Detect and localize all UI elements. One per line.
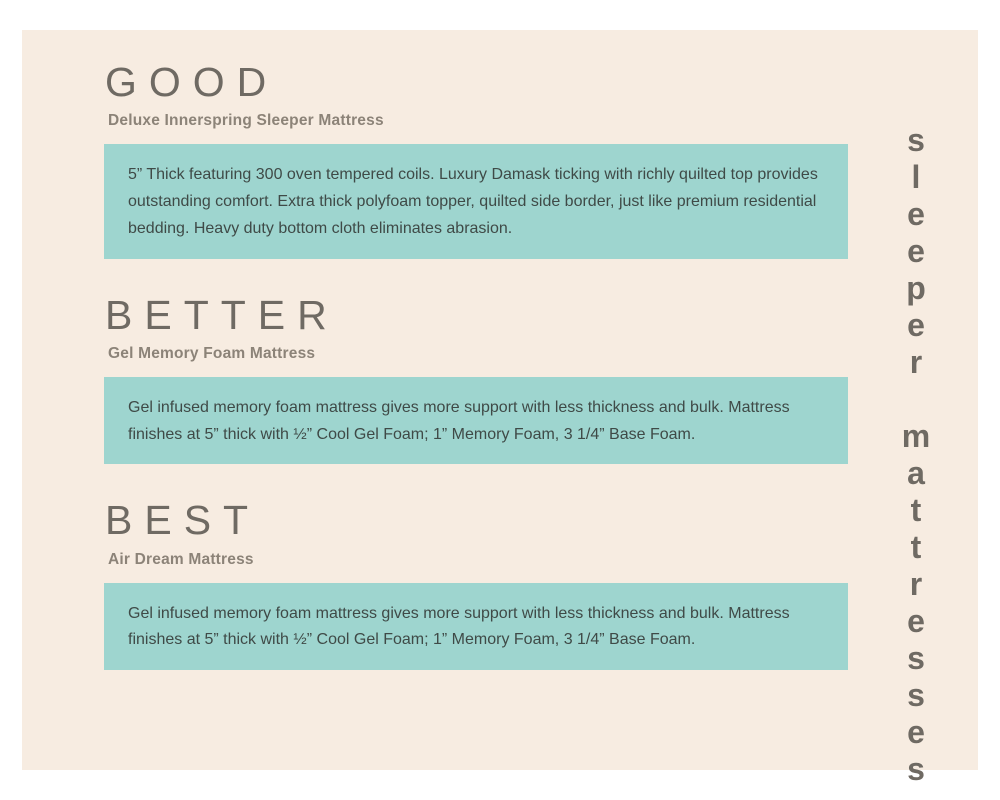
tier-better-description: Gel infused memory foam mattress gives more support with less thickness and bulk. Mattress finishes at 5” thick with ½” Cool Gel Foam; 1” Memory Foam, 3 1/4” Base Foam.: [128, 398, 790, 443]
tier-best: [104, 496, 864, 670]
tier-good: [104, 58, 864, 259]
tier-good-subtitle: Deluxe Innerspring Sleeper Mattress: [108, 112, 384, 130]
tier-good-description: 5” Thick featuring 300 oven tempered coils. Luxury Damask ticking with richly quilted top provides outstanding comfort. Extra thick polyfoam topper, quilted side border, just like premium residential bedding. Heavy duty bottom cloth eliminates abrasion.: [128, 166, 818, 237]
tier-best-title: BEST: [105, 497, 261, 544]
side-label: sleeper mattresses: [898, 122, 934, 788]
tier-good-description-box: [104, 144, 848, 258]
tier-best-subtitle: Air Dream Mattress: [108, 550, 254, 568]
tier-better-subtitle: Gel Memory Foam Mattress: [108, 344, 316, 362]
tier-better-description-box: [104, 377, 848, 464]
document-page: [22, 30, 978, 788]
tier-good-title: GOOD: [105, 59, 279, 105]
tier-best-description-box: [104, 583, 848, 670]
tier-better: [104, 291, 864, 465]
tier-better-title: BETTER: [105, 291, 339, 338]
tier-list: [104, 58, 864, 696]
tier-best-description: Gel infused memory foam mattress gives more support with less thickness and bulk. Mattress finishes at 5” thick with ½” Cool Gel Foam; 1” Memory Foam, 3 1/4” Base Foam.: [128, 604, 790, 649]
